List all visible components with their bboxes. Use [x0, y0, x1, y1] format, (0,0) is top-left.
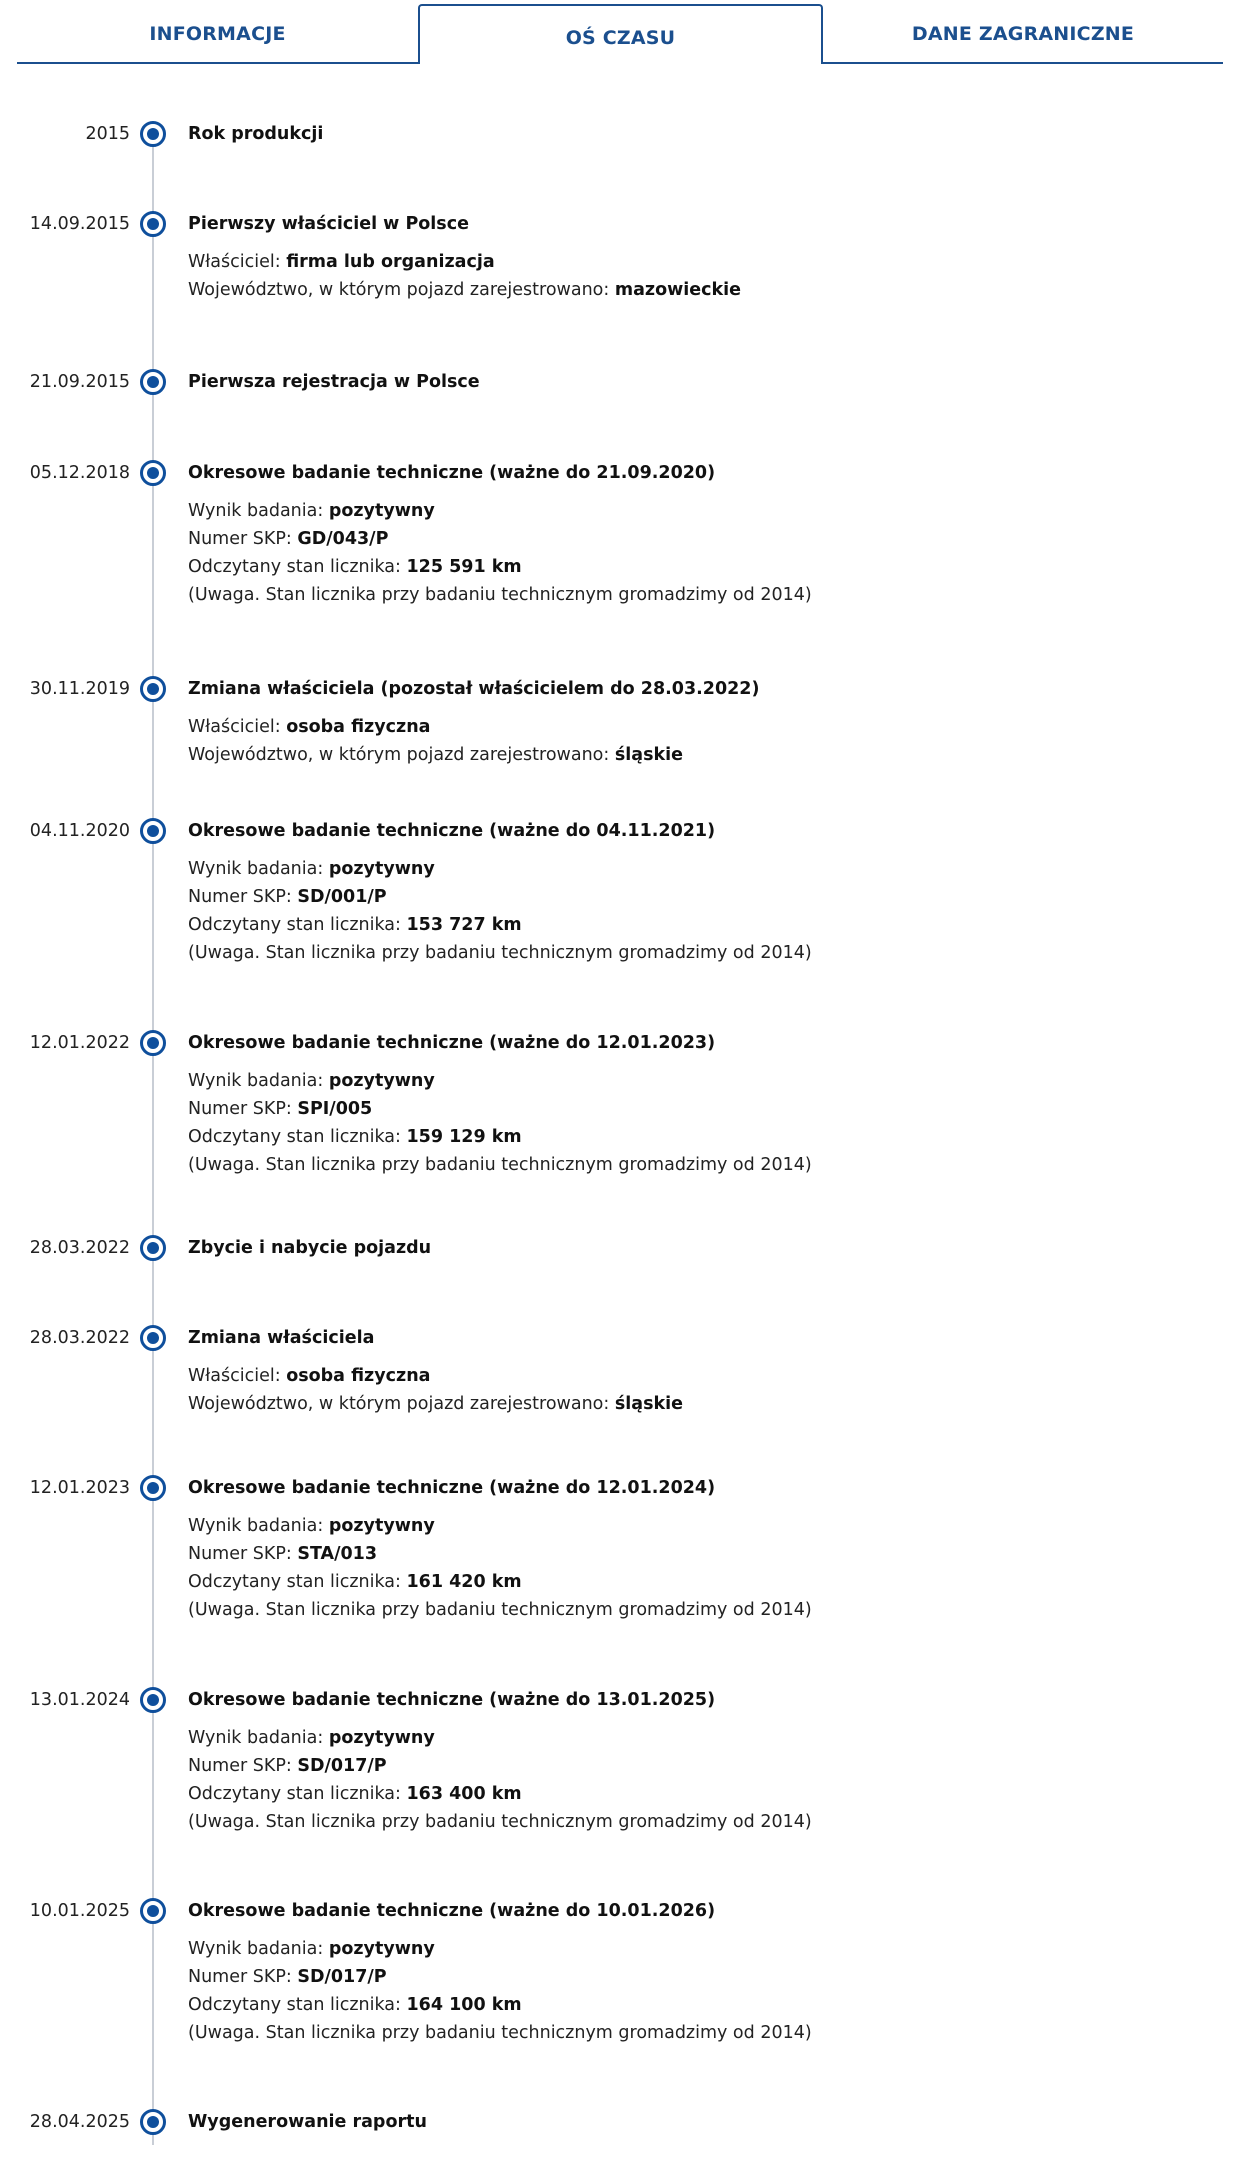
timeline-dot-icon — [140, 369, 166, 395]
odometer-note: (Uwaga. Stan licznika przy badaniu technicznym gromadzimy od 2014) — [188, 2023, 812, 2043]
odometer-value: 164 100 km — [406, 1995, 522, 2015]
event-title: Zmiana właściciela (pozostał właścicielem do 28.03.2022) — [188, 679, 760, 699]
timeline-dot-icon — [140, 1898, 166, 1924]
voivodeship-value: śląskie — [614, 1394, 683, 1414]
odometer-label: Odczytany stan licznika: — [188, 915, 407, 935]
odometer-row — [188, 911, 812, 939]
event-details — [188, 497, 812, 609]
result-value: pozytywny — [328, 859, 435, 879]
voivodeship-row — [188, 741, 683, 769]
odometer-row — [188, 1991, 812, 2019]
event-date: 30.11.2019 — [29, 679, 130, 699]
owner-value: firma lub organizacja — [286, 252, 495, 272]
skp-row — [188, 525, 812, 553]
event-details — [188, 1067, 812, 1179]
skp-row — [188, 883, 812, 911]
event-title: Wygenerowanie raportu — [188, 2112, 427, 2132]
result-row — [188, 497, 812, 525]
event-title: Pierwszy właściciel w Polsce — [188, 214, 469, 234]
skp-value: SD/017/P — [297, 1967, 387, 1987]
event-title: Okresowe badanie techniczne (ważne do 04.11.2021) — [188, 821, 716, 841]
odometer-row — [188, 1780, 812, 1808]
odometer-value: 161 420 km — [406, 1572, 522, 1592]
result-label: Wynik badania: — [188, 1516, 329, 1536]
timeline-dot-icon — [140, 1475, 166, 1501]
odometer-row — [188, 553, 812, 581]
result-row — [188, 1512, 812, 1540]
event-date: 28.04.2025 — [29, 2112, 130, 2132]
event-details — [188, 248, 741, 304]
voivodeship-row — [188, 1390, 683, 1418]
event-date: 28.03.2022 — [29, 1328, 130, 1348]
odometer-row — [188, 1568, 812, 1596]
event-date: 05.12.2018 — [29, 463, 130, 483]
timeline-dot-icon — [140, 1325, 166, 1351]
skp-label: Numer SKP: — [188, 529, 298, 549]
voivodeship-label: Województwo, w którym pojazd zarejestrowano: — [188, 745, 615, 765]
event-title: Okresowe badanie techniczne (ważne do 21.09.2020) — [188, 463, 716, 483]
result-row — [188, 855, 812, 883]
event-date: 12.01.2023 — [29, 1478, 130, 1498]
result-value: pozytywny — [328, 1516, 435, 1536]
event-details — [188, 1362, 683, 1418]
event-details — [188, 1724, 812, 1836]
odometer-label: Odczytany stan licznika: — [188, 1784, 407, 1804]
tab-dane-zagraniczne[interactable]: DANE ZAGRANICZNE — [911, 23, 1135, 45]
event-details — [188, 1935, 812, 2047]
skp-value: SD/017/P — [297, 1756, 387, 1776]
odometer-value: 163 400 km — [406, 1784, 522, 1804]
result-value: pozytywny — [328, 1939, 435, 1959]
result-label: Wynik badania: — [188, 1939, 329, 1959]
timeline-dot-icon — [140, 2109, 166, 2135]
odometer-row — [188, 1123, 812, 1151]
odometer-label: Odczytany stan licznika: — [188, 1127, 407, 1147]
timeline-dot-icon — [140, 211, 166, 237]
timeline-dot-icon — [140, 1030, 166, 1056]
voivodeship-row — [188, 276, 741, 304]
result-label: Wynik badania: — [188, 1071, 329, 1091]
skp-row — [188, 1963, 812, 1991]
result-label: Wynik badania: — [188, 501, 329, 521]
skp-value: SD/001/P — [297, 887, 387, 907]
odometer-note: (Uwaga. Stan licznika przy badaniu technicznym gromadzimy od 2014) — [188, 585, 812, 605]
timeline-dot-icon — [140, 121, 166, 147]
event-title: Okresowe badanie techniczne (ważne do 12.01.2024) — [188, 1478, 716, 1498]
timeline-dot-icon — [140, 460, 166, 486]
skp-label: Numer SKP: — [188, 1756, 298, 1776]
skp-row — [188, 1095, 812, 1123]
event-date: 28.03.2022 — [29, 1238, 130, 1258]
skp-label: Numer SKP: — [188, 1099, 298, 1119]
result-value: pozytywny — [328, 501, 435, 521]
result-label: Wynik badania: — [188, 859, 329, 879]
event-title: Zmiana właściciela — [188, 1328, 375, 1348]
event-title: Okresowe badanie techniczne (ważne do 10.01.2026) — [188, 1901, 716, 1921]
owner-label: Właściciel: — [188, 252, 287, 272]
event-title: Okresowe badanie techniczne (ważne do 12.01.2023) — [188, 1033, 716, 1053]
event-title: Pierwsza rejestracja w Polsce — [188, 372, 480, 392]
voivodeship-value: śląskie — [614, 745, 683, 765]
timeline-dot-icon — [140, 818, 166, 844]
odometer-note: (Uwaga. Stan licznika przy badaniu technicznym gromadzimy od 2014) — [188, 1812, 812, 1832]
owner-value: osoba fizyczna — [286, 1366, 431, 1386]
result-row — [188, 1935, 812, 1963]
owner-row — [188, 248, 741, 276]
voivodeship-label: Województwo, w którym pojazd zarejestrowano: — [188, 280, 615, 300]
owner-row — [188, 1362, 683, 1390]
event-date: 04.11.2020 — [29, 821, 130, 841]
owner-label: Właściciel: — [188, 717, 287, 737]
event-title: Zbycie i nabycie pojazdu — [188, 1238, 432, 1258]
skp-value: STA/013 — [297, 1544, 378, 1564]
owner-value: osoba fizyczna — [286, 717, 431, 737]
timeline-dot-icon — [140, 1235, 166, 1261]
skp-row — [188, 1540, 812, 1568]
timeline-dot-icon — [140, 1687, 166, 1713]
odometer-label: Odczytany stan licznika: — [188, 1572, 407, 1592]
skp-label: Numer SKP: — [188, 1544, 298, 1564]
odometer-note: (Uwaga. Stan licznika przy badaniu technicznym gromadzimy od 2014) — [188, 943, 812, 963]
owner-row — [188, 713, 683, 741]
odometer-note: (Uwaga. Stan licznika przy badaniu technicznym gromadzimy od 2014) — [188, 1600, 812, 1620]
owner-label: Właściciel: — [188, 1366, 287, 1386]
timeline-dot-icon — [140, 676, 166, 702]
odometer-value: 153 727 km — [406, 915, 522, 935]
odometer-value: 125 591 km — [406, 557, 522, 577]
result-row — [188, 1067, 812, 1095]
event-details — [188, 1512, 812, 1624]
event-date: 10.01.2025 — [29, 1901, 130, 1921]
odometer-note: (Uwaga. Stan licznika przy badaniu technicznym gromadzimy od 2014) — [188, 1155, 812, 1175]
tab-informacje[interactable]: INFORMACJE — [149, 23, 286, 45]
skp-value: GD/043/P — [297, 529, 389, 549]
event-date: 21.09.2015 — [29, 372, 130, 392]
event-details — [188, 713, 683, 769]
voivodeship-label: Województwo, w którym pojazd zarejestrowano: — [188, 1394, 615, 1414]
odometer-label: Odczytany stan licznika: — [188, 1995, 407, 2015]
result-row — [188, 1724, 812, 1752]
tab-os-czasu[interactable]: OŚ CZASU — [418, 4, 823, 64]
event-date: 13.01.2024 — [29, 1690, 130, 1710]
skp-value: SPI/005 — [297, 1099, 373, 1119]
odometer-value: 159 129 km — [406, 1127, 522, 1147]
event-details — [188, 855, 812, 967]
skp-label: Numer SKP: — [188, 1967, 298, 1987]
event-title: Rok produkcji — [188, 124, 324, 144]
event-title: Okresowe badanie techniczne (ważne do 13.01.2025) — [188, 1690, 716, 1710]
timeline-axis — [152, 133, 154, 2145]
result-label: Wynik badania: — [188, 1728, 329, 1748]
voivodeship-value: mazowieckie — [614, 280, 742, 300]
result-value: pozytywny — [328, 1728, 435, 1748]
event-date: 2015 — [85, 124, 130, 144]
skp-label: Numer SKP: — [188, 887, 298, 907]
odometer-label: Odczytany stan licznika: — [188, 557, 407, 577]
result-value: pozytywny — [328, 1071, 435, 1091]
event-date: 14.09.2015 — [29, 214, 130, 234]
skp-row — [188, 1752, 812, 1780]
event-date: 12.01.2022 — [29, 1033, 130, 1053]
